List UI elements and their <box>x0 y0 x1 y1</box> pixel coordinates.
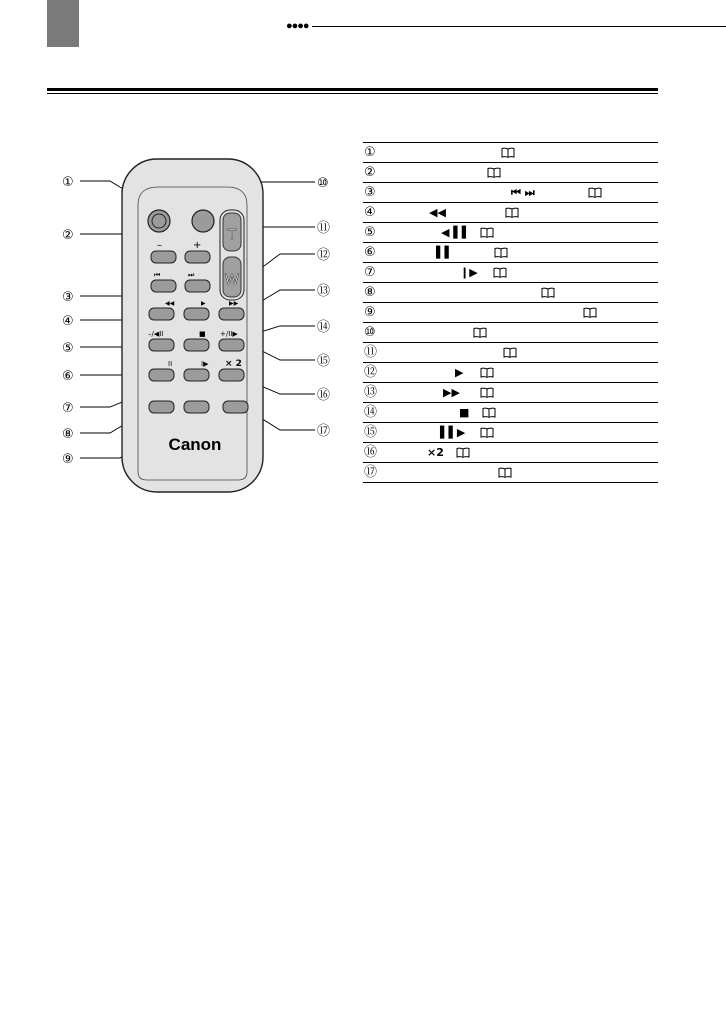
callout-7: ⑦ <box>62 401 74 416</box>
legend-symbol: ×2 <box>427 446 444 459</box>
section-rule-thin <box>47 93 658 94</box>
menu-button[interactable] <box>149 401 174 413</box>
callout-12: ⑫ <box>317 248 331 263</box>
legend-number: ⑫ <box>364 365 378 380</box>
callout-6: ⑥ <box>62 369 74 384</box>
callout-1: ① <box>62 175 74 190</box>
legend-row <box>363 263 658 283</box>
remote-control-figure <box>40 150 360 500</box>
minus-label: – <box>157 240 162 251</box>
legend-number: ⑥ <box>364 245 376 260</box>
book-reference-icon <box>501 147 515 158</box>
play-icon: ▶ <box>201 300 206 307</box>
legend-number: ⑭ <box>364 405 378 420</box>
legend-row <box>363 243 658 263</box>
rewind-icon: ◀◀ <box>165 300 175 307</box>
legend-symbol: ▶ <box>455 366 464 379</box>
legend-number: ⑮ <box>364 425 378 440</box>
legend-row <box>363 283 658 303</box>
slow-back-button[interactable] <box>149 339 174 351</box>
legend-row <box>363 303 658 323</box>
minus-button[interactable] <box>151 251 176 263</box>
section-rule <box>47 88 658 91</box>
skip-forward-button[interactable] <box>185 280 210 292</box>
skip-back-icon: ⏮ <box>154 271 161 279</box>
book-reference-icon <box>498 467 512 478</box>
callout-9: ⑨ <box>62 452 74 467</box>
slow-back-label: –/◀II <box>148 330 164 338</box>
legend-row <box>363 143 658 163</box>
legend-row <box>363 203 658 223</box>
callout-16: ⑯ <box>317 388 331 403</box>
fast-forward-button[interactable] <box>219 308 244 320</box>
header-line <box>312 26 726 27</box>
book-reference-icon <box>494 247 508 258</box>
legend-number: ③ <box>364 185 376 200</box>
legend-number: ⑪ <box>364 345 378 360</box>
legend-symbol: ⏮ ⏭ <box>511 186 535 199</box>
callout-2: ② <box>62 228 74 243</box>
book-reference-icon <box>487 167 501 178</box>
callout-4: ④ <box>62 314 74 329</box>
legend-number: ⑦ <box>364 265 376 280</box>
book-reference-icon <box>480 227 494 238</box>
book-reference-icon <box>541 287 555 298</box>
legend-row <box>363 343 658 363</box>
book-reference-icon <box>503 347 517 358</box>
legend-symbol: ▌▌ <box>436 246 453 259</box>
legend-number: ⑰ <box>364 465 378 480</box>
book-reference-icon <box>505 207 519 218</box>
legend-number: ④ <box>364 205 376 220</box>
callout-8: ⑧ <box>62 427 74 442</box>
legend-row <box>363 463 658 483</box>
pause-button[interactable] <box>149 369 174 381</box>
legend-row <box>363 403 658 423</box>
callout-5: ⑤ <box>62 341 74 356</box>
rewind-button[interactable] <box>149 308 174 320</box>
pause-icon: II <box>168 360 173 368</box>
plus-label: + <box>193 240 202 251</box>
slow-forward-button[interactable] <box>219 339 244 351</box>
slow-forward-label: +/II▶ <box>220 330 238 338</box>
legend-number: ⑨ <box>364 305 376 320</box>
legend-symbol: ❙▶ <box>460 266 478 279</box>
data-code-button[interactable] <box>223 401 248 413</box>
x2-button[interactable] <box>219 369 244 381</box>
stop-icon: ■ <box>199 330 206 338</box>
book-reference-icon <box>583 307 597 318</box>
zoom-wide-label: W <box>224 271 240 288</box>
callout-10: ⑩ <box>317 176 329 191</box>
start-stop-button[interactable] <box>148 210 170 232</box>
fast-forward-icon: ▶▶ <box>229 300 239 307</box>
legend-symbol: ◀ ▌▌ <box>441 226 471 239</box>
x2-label: × 2 <box>225 359 242 369</box>
legend-number: ⑬ <box>364 385 378 400</box>
legend-row <box>363 323 658 343</box>
legend-table <box>363 142 658 483</box>
skip-forward-icon: ⏭ <box>188 271 195 279</box>
book-reference-icon <box>473 327 487 338</box>
legend-number: ② <box>364 165 376 180</box>
book-reference-icon <box>480 427 494 438</box>
legend-number: ⑧ <box>364 285 376 300</box>
legend-symbol: ■ <box>459 406 470 419</box>
callout-15: ⑮ <box>317 354 331 369</box>
book-reference-icon <box>482 407 496 418</box>
photo-button[interactable] <box>192 210 214 232</box>
header-dots: ●●●● <box>286 20 309 32</box>
callout-17: ⑰ <box>317 424 331 439</box>
book-reference-icon <box>480 367 494 378</box>
book-reference-icon <box>588 187 602 198</box>
set-button[interactable] <box>184 401 209 413</box>
stop-button[interactable] <box>184 339 209 351</box>
legend-row <box>363 363 658 383</box>
play-button[interactable] <box>184 308 209 320</box>
legend-number: ⑤ <box>364 225 376 240</box>
legend-number: ⑯ <box>364 445 378 460</box>
legend-symbol: ▶▶ <box>443 386 460 399</box>
book-reference-icon <box>456 447 470 458</box>
legend-row <box>363 383 658 403</box>
plus-button[interactable] <box>185 251 210 263</box>
legend-row <box>363 223 658 243</box>
brand-logo: Canon <box>168 435 222 454</box>
legend-row <box>363 443 658 463</box>
legend-symbol: ▌▌▶ <box>440 426 466 439</box>
skip-back-button[interactable] <box>151 280 176 292</box>
callout-13: ⑬ <box>317 284 331 299</box>
book-reference-icon <box>480 387 494 398</box>
callout-11: ⑪ <box>317 221 331 236</box>
legend-row <box>363 423 658 443</box>
legend-number: ⑩ <box>364 325 376 340</box>
zoom-tele-label: T <box>227 226 237 243</box>
legend-symbol: ◀◀ <box>429 206 446 219</box>
book-reference-icon <box>493 267 507 278</box>
page-tab <box>47 0 79 47</box>
legend-row <box>363 163 658 183</box>
frame-advance-button[interactable] <box>184 369 209 381</box>
callout-14: ⑭ <box>317 320 331 335</box>
callout-3: ③ <box>62 290 74 305</box>
legend-row <box>363 183 658 203</box>
legend-number: ① <box>364 145 376 160</box>
frame-advance-icon: I▶ <box>201 360 209 368</box>
